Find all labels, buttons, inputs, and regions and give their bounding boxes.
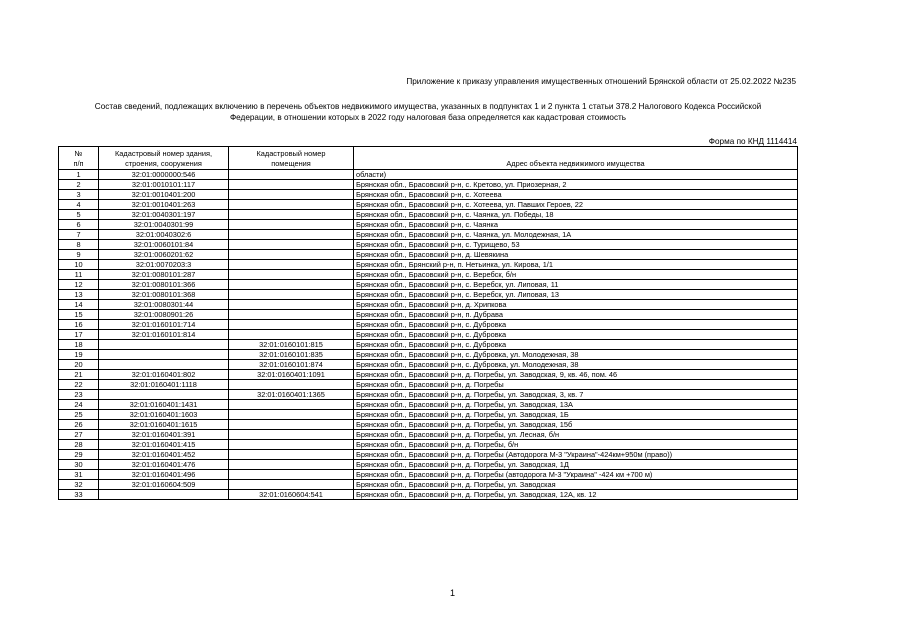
table-row (59, 360, 798, 370)
building-cadastral-number: 32:01:0160401:802 (99, 370, 229, 380)
object-address: Брянская обл., Брасовский р-н, д. Погребы (354, 380, 798, 390)
premises-cadastral-number: 32:01:0160604:541 (229, 490, 354, 500)
table-row (59, 410, 798, 420)
heading-line-2: Федерации, в отношении которых в 2022 году налоговая база определяется как кадастровая стоимость (229, 113, 627, 122)
row-number: 32 (59, 480, 99, 490)
header-address: Адрес объекта недвижимого имущества (354, 147, 798, 170)
premises-cadastral-number (229, 430, 354, 440)
table-row (59, 240, 798, 250)
header-number: № п/п (59, 147, 99, 170)
building-cadastral-number: 32:01:0080101:366 (99, 280, 229, 290)
premises-cadastral-number (229, 240, 354, 250)
table-body (59, 170, 798, 500)
table-row (59, 400, 798, 410)
building-cadastral-number: 32:01:0060201:62 (99, 250, 229, 260)
building-cadastral-number: 32:01:0160401:1615 (99, 420, 229, 430)
row-number: 1 (59, 170, 99, 180)
row-number: 30 (59, 460, 99, 470)
building-cadastral-number: 32:01:0160401:391 (99, 430, 229, 440)
table-row (59, 430, 798, 440)
object-address: Брянская обл., Брасовский р-н, д. Погребы, ул. Заводская, 1Д (354, 460, 798, 470)
building-cadastral-number: 32:01:0000000:546 (99, 170, 229, 180)
row-number: 16 (59, 320, 99, 330)
object-address: Брянская обл., Брасовский р-н, с. Дубровка (354, 330, 798, 340)
object-address: Брянская обл., Брасовский р-н, д. Погребы, б/н (354, 440, 798, 450)
table-row (59, 280, 798, 290)
row-number: 3 (59, 190, 99, 200)
table-row (59, 210, 798, 220)
building-cadastral-number: 32:01:0160401:1431 (99, 400, 229, 410)
building-cadastral-number: 32:01:0080901:26 (99, 310, 229, 320)
table-row (59, 490, 798, 500)
row-number: 27 (59, 430, 99, 440)
premises-cadastral-number (229, 220, 354, 230)
row-number: 6 (59, 220, 99, 230)
premises-cadastral-number (229, 260, 354, 270)
building-cadastral-number: 32:01:0160401:496 (99, 470, 229, 480)
premises-cadastral-number (229, 210, 354, 220)
row-number: 12 (59, 280, 99, 290)
row-number: 2 (59, 180, 99, 190)
building-cadastral-number: 32:01:0010101:117 (99, 180, 229, 190)
object-address: Брянская обл., Брасовский р-н, с. Веребск, ул. Липовая, 11 (354, 280, 798, 290)
row-number: 26 (59, 420, 99, 430)
table-row (59, 440, 798, 450)
table-row (59, 420, 798, 430)
object-address: Брянская обл., Брасовский р-н, д. Хрипкова (354, 300, 798, 310)
table-row (59, 390, 798, 400)
object-address: Брянская обл., Брасовский р-н, с. Веребск, б/н (354, 270, 798, 280)
row-number: 28 (59, 440, 99, 450)
object-address: Брянская обл., Брасовский р-н, п. Дубрава (354, 310, 798, 320)
premises-cadastral-number (229, 230, 354, 240)
premises-cadastral-number (229, 420, 354, 430)
table-row (59, 310, 798, 320)
object-address: Брянская обл., Брасовский р-н, д. Погребы, ул. Заводская, 1Б (354, 410, 798, 420)
object-address: Брянская обл., Брасовский р-н, д. Погребы, ул. Заводская, 9, кв. 46, пом. 46 (354, 370, 798, 380)
table-row (59, 180, 798, 190)
premises-cadastral-number (229, 330, 354, 340)
premises-cadastral-number (229, 380, 354, 390)
building-cadastral-number: 32:01:0070203:3 (99, 260, 229, 270)
header-building-cadastral: Кадастровый номер здания, строения, сооружения (99, 147, 229, 170)
premises-cadastral-number: 32:01:0160401:1365 (229, 390, 354, 400)
object-address: области) (354, 170, 798, 180)
building-cadastral-number: 32:01:0060101:84 (99, 240, 229, 250)
table-row (59, 470, 798, 480)
premises-cadastral-number: 32:01:0160101:815 (229, 340, 354, 350)
row-number: 14 (59, 300, 99, 310)
premises-cadastral-number: 32:01:0160101:835 (229, 350, 354, 360)
table-row (59, 320, 798, 330)
object-address: Брянская обл., Брасовский р-н, с. Дубровка, ул. Молодежная, 38 (354, 350, 798, 360)
building-cadastral-number: 32:01:0080101:287 (99, 270, 229, 280)
premises-cadastral-number (229, 310, 354, 320)
object-address: Брянская обл., Брасовский р-н, с. Турищево, 53 (354, 240, 798, 250)
table-row (59, 190, 798, 200)
object-address: Брянская обл., Брасовский р-н, с. Чаянка, ул. Победы, 18 (354, 210, 798, 220)
building-cadastral-number: 32:01:0160101:814 (99, 330, 229, 340)
building-cadastral-number: 32:01:0040302:6 (99, 230, 229, 240)
building-cadastral-number: 32:01:0160401:476 (99, 460, 229, 470)
table-row (59, 300, 798, 310)
row-number: 11 (59, 270, 99, 280)
premises-cadastral-number (229, 410, 354, 420)
object-address: Брянская обл., Брянский р-н, п. Нетьинка, ул. Кирова, 1/1 (354, 260, 798, 270)
premises-cadastral-number (229, 400, 354, 410)
table-row (59, 330, 798, 340)
document-heading (70, 101, 786, 123)
building-cadastral-number: 32:01:0160401:452 (99, 450, 229, 460)
form-code: Форма по КНД 1114414 (708, 137, 797, 146)
row-number: 21 (59, 370, 99, 380)
object-address: Брянская обл., Брасовский р-н, д. Погребы (автодорога М-3 "Украина" -424 км +700 м) (354, 470, 798, 480)
building-cadastral-number: 32:01:0160401:1118 (99, 380, 229, 390)
appendix-note: Приложение к приказу управления имущественных отношений Брянской области от 25.02.2022 №235 (406, 77, 796, 86)
row-number: 19 (59, 350, 99, 360)
table-row (59, 270, 798, 280)
premises-cadastral-number: 32:01:0160101:874 (229, 360, 354, 370)
table-row (59, 380, 798, 390)
object-address: Брянская обл., Брасовский р-н, с. Дубровка (354, 340, 798, 350)
row-number: 33 (59, 490, 99, 500)
object-address: Брянская обл., Брасовский р-н, д. Шевякина (354, 250, 798, 260)
heading-line-1: Состав сведений, подлежащих включению в перечень объектов недвижимого имущества, указанных в подпунктах 1 и 2 пункта 1 статьи 378.2 Налогового Кодекса Российской (94, 102, 762, 111)
row-number: 22 (59, 380, 99, 390)
row-number: 29 (59, 450, 99, 460)
premises-cadastral-number (229, 270, 354, 280)
building-cadastral-number (99, 490, 229, 500)
building-cadastral-number: 32:01:0160101:714 (99, 320, 229, 330)
object-address: Брянская обл., Брасовский р-н, д. Погребы, ул. Заводская (354, 480, 798, 490)
table-row (59, 170, 798, 180)
premises-cadastral-number (229, 460, 354, 470)
premises-cadastral-number (229, 440, 354, 450)
page-number: 1 (449, 588, 455, 598)
building-cadastral-number (99, 340, 229, 350)
object-address: Брянская обл., Брасовский р-н, д. Погребы, ул. Заводская, 3, кв. 7 (354, 390, 798, 400)
premises-cadastral-number: 32:01:0160401:1091 (229, 370, 354, 380)
building-cadastral-number (99, 350, 229, 360)
row-number: 4 (59, 200, 99, 210)
row-number: 23 (59, 390, 99, 400)
object-address: Брянская обл., Брасовский р-н, с. Чаянка, ул. Молодежная, 1А (354, 230, 798, 240)
row-number: 31 (59, 470, 99, 480)
table-row (59, 460, 798, 470)
row-number: 15 (59, 310, 99, 320)
building-cadastral-number (99, 360, 229, 370)
table-row (59, 480, 798, 490)
row-number: 9 (59, 250, 99, 260)
building-cadastral-number (99, 390, 229, 400)
premises-cadastral-number (229, 190, 354, 200)
building-cadastral-number: 32:01:0080101:368 (99, 290, 229, 300)
building-cadastral-number: 32:01:0010401:200 (99, 190, 229, 200)
object-address: Брянская обл., Брасовский р-н, д. Погребы, ул. Заводская, 13А (354, 400, 798, 410)
row-number: 13 (59, 290, 99, 300)
object-address: Брянская обл., Брасовский р-н, с. Кретово, ул. Приозерная, 2 (354, 180, 798, 190)
table-header-row (59, 147, 798, 170)
row-number: 20 (59, 360, 99, 370)
premises-cadastral-number (229, 200, 354, 210)
building-cadastral-number: 32:01:0160604:509 (99, 480, 229, 490)
object-address: Брянская обл., Брасовский р-н, с. Дубровка (354, 320, 798, 330)
table-row (59, 370, 798, 380)
building-cadastral-number: 32:01:0040301:197 (99, 210, 229, 220)
premises-cadastral-number (229, 280, 354, 290)
table-row (59, 220, 798, 230)
building-cadastral-number: 32:01:0040301:99 (99, 220, 229, 230)
row-number: 24 (59, 400, 99, 410)
premises-cadastral-number (229, 450, 354, 460)
row-number: 17 (59, 330, 99, 340)
row-number: 5 (59, 210, 99, 220)
object-address: Брянская обл., Брасовский р-н, д. Погребы, ул. Заводская, 15б (354, 420, 798, 430)
building-cadastral-number: 32:01:0160401:1603 (99, 410, 229, 420)
object-address: Брянская обл., Брасовский р-н, с. Дубровка, ул. Молодежная, 38 (354, 360, 798, 370)
premises-cadastral-number (229, 300, 354, 310)
table-row (59, 290, 798, 300)
object-address: Брянская обл., Брасовский р-н, д. Погребы, ул. Лесная, б/н (354, 430, 798, 440)
table-row (59, 200, 798, 210)
object-address: Брянская обл., Брасовский р-н, с. Чаянка (354, 220, 798, 230)
object-address: Брянская обл., Брасовский р-н, д. Погребы, ул. Заводская, 12А, кв. 12 (354, 490, 798, 500)
object-address: Брянская обл., Брасовский р-н, с. Хотеева, ул. Павших Героев, 22 (354, 200, 798, 210)
row-number: 25 (59, 410, 99, 420)
premises-cadastral-number (229, 470, 354, 480)
building-cadastral-number: 32:01:0080301:44 (99, 300, 229, 310)
table-row (59, 250, 798, 260)
premises-cadastral-number (229, 180, 354, 190)
table-row (59, 450, 798, 460)
building-cadastral-number: 32:01:0160401:415 (99, 440, 229, 450)
table-row (59, 350, 798, 360)
premises-cadastral-number (229, 480, 354, 490)
premises-cadastral-number (229, 250, 354, 260)
premises-cadastral-number (229, 320, 354, 330)
table-row (59, 340, 798, 350)
object-address: Брянская обл., Брасовский р-н, с. Хотеева (354, 190, 798, 200)
building-cadastral-number: 32:01:0010401:263 (99, 200, 229, 210)
header-premises-cadastral: Кадастровый номер помещения (229, 147, 354, 170)
premises-cadastral-number (229, 290, 354, 300)
row-number: 8 (59, 240, 99, 250)
object-address: Брянская обл., Брасовский р-н, д. Погребы (Автодорога М-3 "Украина"-424км+950м (право)) (354, 450, 798, 460)
table-row (59, 230, 798, 240)
object-address: Брянская обл., Брасовский р-н, с. Веребск, ул. Липовая, 13 (354, 290, 798, 300)
premises-cadastral-number (229, 170, 354, 180)
row-number: 18 (59, 340, 99, 350)
row-number: 7 (59, 230, 99, 240)
property-registry-table (58, 146, 798, 500)
row-number: 10 (59, 260, 99, 270)
table-row (59, 260, 798, 270)
